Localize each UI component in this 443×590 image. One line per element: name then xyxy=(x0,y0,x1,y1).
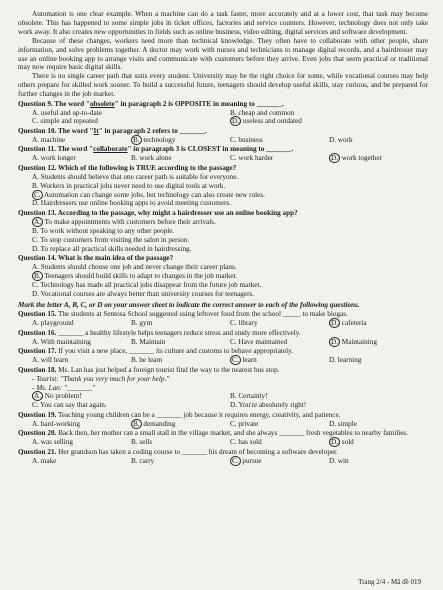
option-text: work harder xyxy=(236,154,274,163)
question-number: Question 16. xyxy=(18,328,57,337)
answer-option[interactable] xyxy=(131,356,230,365)
question xyxy=(18,429,428,447)
answer-option[interactable] xyxy=(32,236,428,245)
option-letter: D. xyxy=(331,337,338,346)
stem-text: Her grandson has taken a coding course to _______ his dream of becoming a software developer. xyxy=(56,447,338,456)
question-number: Question 17. xyxy=(18,347,57,356)
option-letter: A. xyxy=(32,356,39,365)
option-text: work xyxy=(336,135,353,144)
answer-option[interactable] xyxy=(32,117,230,126)
answer-option[interactable] xyxy=(32,356,131,365)
answer-option[interactable] xyxy=(32,281,428,290)
option-letter: C. xyxy=(230,135,237,144)
passage-paragraph: Automation is one clear example. When a machine can do a task faster, more accurately and at a lower cost, that task may become obsolete. This has happened to some simple jobs in ticket offices, factories and service counters. However, technology does not only take work away. It also creates new opportunities in fields such as online business, video editing, digital services and software development. xyxy=(18,10,428,36)
option-text: win xyxy=(336,456,349,465)
option-text: To replace all practical skills needed in hairdressing. xyxy=(39,244,192,253)
option-letter: A. xyxy=(34,217,41,226)
question-stem xyxy=(18,164,428,173)
answer-option[interactable] xyxy=(131,154,230,163)
option-text: business xyxy=(236,135,263,144)
answer-option[interactable] xyxy=(329,438,428,447)
answer-option[interactable] xyxy=(32,199,428,208)
question-number: Question 19. xyxy=(18,410,57,419)
option-letter: D. xyxy=(329,356,336,365)
question-number: Question 20. xyxy=(18,429,57,438)
option-letter: C. xyxy=(230,154,237,163)
answer-option[interactable] xyxy=(230,420,329,429)
option-text: simple xyxy=(336,419,357,428)
option-text: You're absolutely right! xyxy=(237,401,307,410)
question xyxy=(18,145,428,163)
option-letter: C. xyxy=(230,319,237,328)
option-letter: A. xyxy=(32,337,39,346)
question xyxy=(18,209,428,254)
option-text: was selling xyxy=(39,438,73,447)
option-text: carry xyxy=(137,456,155,465)
option-text: Teenagers should build skills to adapt to changes in the job market. xyxy=(42,271,238,280)
answer-option[interactable] xyxy=(131,338,230,347)
option-text: private xyxy=(236,419,259,428)
option-letter: C. xyxy=(232,356,239,365)
question xyxy=(18,127,428,145)
option-letter: D. xyxy=(331,438,338,447)
option-letter: D. xyxy=(230,401,237,410)
keyword: It xyxy=(93,126,99,135)
answer-options xyxy=(18,338,428,347)
option-text: Automation can change some jobs, but technology can also create new roles. xyxy=(42,190,265,199)
stem-text: Question 10. The word " xyxy=(18,126,94,135)
option-text: No problem! xyxy=(43,392,82,401)
stem-text: _______ a healthy lifestyle helps teenagers reduce stress and study more effectively. xyxy=(56,328,301,337)
stem-text: Teaching young children can be a _______ job because it requires energy, creativity, and patience. xyxy=(56,410,341,419)
question-stem xyxy=(18,209,428,218)
option-text: has sold xyxy=(236,438,262,447)
option-text: You can say that again. xyxy=(38,401,107,410)
answer-option[interactable] xyxy=(230,401,428,410)
section-instruction: Mark the letter A, B, C, or D on your answer sheet to indicate the correct answer to each of the following questions. xyxy=(18,300,360,309)
keyword: collaborate xyxy=(93,145,128,154)
answer-option[interactable] xyxy=(32,227,428,236)
answer-option[interactable] xyxy=(131,420,230,429)
option-letter: B. xyxy=(131,154,138,163)
option-text: Maintaining xyxy=(340,337,377,346)
option-text: will learn xyxy=(39,356,69,365)
answer-options xyxy=(18,392,428,410)
answer-option[interactable] xyxy=(32,438,131,447)
option-text: Hairdressers use online booking apps to avoid meeting customers. xyxy=(39,199,232,208)
answer-option[interactable] xyxy=(32,290,428,299)
answer-option[interactable] xyxy=(230,154,329,163)
option-letter: A. xyxy=(32,172,39,181)
option-text: cheap and common xyxy=(236,108,295,117)
question xyxy=(18,329,428,347)
option-text: sold xyxy=(340,438,354,447)
option-letter: B. xyxy=(133,419,140,428)
question xyxy=(18,347,428,365)
question xyxy=(18,254,428,299)
answer-option[interactable] xyxy=(32,263,428,272)
option-text: work alone xyxy=(137,154,172,163)
answer-options xyxy=(18,420,428,429)
answer-option[interactable] xyxy=(230,338,329,347)
option-letter: B. xyxy=(131,337,138,346)
answer-options xyxy=(18,356,428,365)
answer-options xyxy=(18,173,428,209)
option-letter: A. xyxy=(32,135,39,144)
option-text: pursue xyxy=(240,456,262,465)
option-letter: A. xyxy=(32,456,39,465)
answer-option[interactable] xyxy=(230,438,329,447)
question xyxy=(18,411,428,429)
option-letter: A. xyxy=(32,108,39,117)
option-text: Vocational courses are always better than university courses for teenagers. xyxy=(39,289,255,298)
option-text: Have maintained xyxy=(236,337,288,346)
option-letter: C. xyxy=(230,438,237,447)
stem-text: Question 9. The word " xyxy=(18,99,90,108)
answer-option[interactable] xyxy=(32,191,428,200)
answer-option[interactable] xyxy=(230,356,329,365)
stem-text: Question 11. The word " xyxy=(18,145,94,154)
option-text: Workers in practical jobs never need to use digital tools at work. xyxy=(38,181,226,190)
stem-text: Question 12. Which of the following is TRUE according to the passage? xyxy=(18,163,237,172)
option-letter: D. xyxy=(32,244,39,253)
option-letter: C. xyxy=(32,117,39,126)
option-text: Students should choose one job and never change their career plans. xyxy=(39,262,237,271)
answer-options xyxy=(18,319,428,328)
dialog-line: - Tourist: "Thank you very much for your help." xyxy=(32,374,170,383)
answer-option[interactable] xyxy=(230,457,329,466)
question-number: Question 18. xyxy=(18,365,57,374)
answer-option[interactable] xyxy=(329,420,428,429)
option-text: To stop customers from visiting the salon in person. xyxy=(38,235,190,244)
option-letter: B. xyxy=(32,226,39,235)
option-text: work together xyxy=(340,154,382,163)
answer-option[interactable] xyxy=(32,182,428,191)
option-letter: C. xyxy=(32,401,39,410)
stem-text: Question 13. According to the passage, why might a hairdresser use an online booking app? xyxy=(18,208,298,217)
answer-options xyxy=(18,263,428,299)
answer-options xyxy=(18,154,428,163)
question-stem xyxy=(18,429,428,438)
option-letter: D. xyxy=(331,154,338,163)
option-letter: B. xyxy=(131,438,138,447)
option-text: To work without speaking to any other people. xyxy=(38,226,175,235)
option-letter: D. xyxy=(32,199,39,208)
question xyxy=(18,164,428,209)
option-letter: C. xyxy=(230,337,237,346)
option-letter: A. xyxy=(32,438,39,447)
option-text: hard-working xyxy=(39,419,80,428)
question-number: Question 21. xyxy=(18,447,57,456)
option-letter: D. xyxy=(329,135,336,144)
question-stem xyxy=(18,329,428,338)
option-text: gym xyxy=(137,319,153,328)
answer-option[interactable] xyxy=(329,338,428,347)
option-text: sells xyxy=(137,438,153,447)
option-letter: C. xyxy=(32,235,39,244)
stem-text: " in paragraph 2 is OPPOSITE in meaning to _______. xyxy=(114,99,284,108)
option-letter: B. xyxy=(34,271,41,280)
option-letter: D. xyxy=(331,319,338,328)
option-text: Certainly! xyxy=(236,392,268,401)
answer-option[interactable] xyxy=(32,154,131,163)
answer-options xyxy=(18,438,428,447)
option-text: machine xyxy=(39,135,66,144)
question xyxy=(18,100,428,127)
answer-option[interactable] xyxy=(32,392,230,401)
option-text: To make appointments with customers before their arrivals. xyxy=(43,217,216,226)
option-letter: C. xyxy=(34,190,41,199)
answer-option[interactable] xyxy=(32,245,428,254)
answer-options xyxy=(18,109,428,127)
option-letter: B. xyxy=(32,181,39,190)
answer-option[interactable] xyxy=(32,136,131,145)
option-letter: A. xyxy=(32,419,39,428)
option-text: library xyxy=(236,319,258,328)
answer-option[interactable] xyxy=(32,272,428,281)
question-stem xyxy=(18,100,428,109)
keyword: obsolete xyxy=(89,99,115,108)
question-stem xyxy=(18,411,428,420)
question-number: Question 15. xyxy=(18,310,57,319)
stem-text: " in paragraph 2 refers to _______. xyxy=(98,126,207,135)
answer-option[interactable] xyxy=(329,457,428,466)
answer-option[interactable] xyxy=(32,457,131,466)
passage-paragraph: There is no single career path that suits every student. University may be the right choice for some, while vocational courses may help others prepare for skilled work sooner. To build a successful future, teenagers should develop useful skills, stay curious, and be prepared for further changes in the job market. xyxy=(18,72,428,99)
answer-options xyxy=(18,218,428,254)
answer-option[interactable] xyxy=(131,457,230,466)
answer-option[interactable] xyxy=(329,319,428,328)
answer-option[interactable] xyxy=(131,136,230,145)
option-letter: B. xyxy=(230,108,237,117)
question-stem xyxy=(18,448,428,457)
option-letter: B. xyxy=(131,356,138,365)
reading-questions xyxy=(18,100,428,299)
stem-text: Back then, her mother ran a small stall in the village market, and she always _______ fresh vegetables to nearby families. xyxy=(56,429,409,438)
option-letter: A. xyxy=(32,262,39,271)
page-footer: Trang 2/4 - Mã đề 019 xyxy=(358,578,421,586)
option-text: technology xyxy=(141,135,176,144)
option-text: simple and repeated xyxy=(38,117,98,126)
answer-option[interactable] xyxy=(230,392,428,401)
stem-text: Question 14. What is the main idea of the passage? xyxy=(18,254,174,263)
stem-text: The students at Sentosa School suggested using leftover food from the school _____ to make biogas. xyxy=(56,310,348,319)
option-text: demanding xyxy=(141,419,176,428)
answer-options xyxy=(18,457,428,466)
option-text: Students should believe that one career path is suitable for everyone. xyxy=(39,172,239,181)
option-letter: B. xyxy=(131,456,138,465)
option-text: playground xyxy=(39,319,74,328)
passage-paragraph: Because of these changes, workers need more than technical knowledge. They often have to collaborate with other people, share information, and solve problems together. A doctor may work with nurses and technicians to manage digital records, and a hairdresser may use an online booking app to arrange visits and communicate with customers before they arrive. Even jobs that seem practical or traditional may now require basic digital skills. xyxy=(18,36,428,72)
option-text: work longer xyxy=(39,154,76,163)
answer-option[interactable] xyxy=(32,109,230,118)
question xyxy=(18,448,428,466)
stem-text: Ms. Lan has just helped a foreign tourist find the way to the nearest bus stop. xyxy=(56,365,280,374)
question xyxy=(18,366,428,411)
answer-option[interactable] xyxy=(32,338,131,347)
answer-option[interactable] xyxy=(230,117,428,126)
option-text: make xyxy=(39,456,57,465)
answer-option[interactable] xyxy=(131,438,230,447)
answer-options xyxy=(18,136,428,145)
option-text: useful and up-to-date xyxy=(39,108,102,117)
question-stem xyxy=(18,127,428,136)
answer-option[interactable] xyxy=(32,401,230,410)
option-letter: A. xyxy=(32,319,39,328)
option-text: cafeteria xyxy=(340,319,367,328)
answer-option[interactable] xyxy=(230,136,329,145)
answer-option[interactable] xyxy=(32,173,428,182)
question xyxy=(18,310,428,328)
option-text: Technology has made all practical jobs disappear from the future job market. xyxy=(38,280,262,289)
question-stem xyxy=(18,254,428,263)
option-text: Maintain xyxy=(137,337,166,346)
option-letter: D. xyxy=(329,419,336,428)
question-stem xyxy=(18,366,428,375)
stem-text: If you visit a new place, _______ its culture and customs to behave appropriately. xyxy=(56,347,294,356)
option-letter: A. xyxy=(32,154,39,163)
answer-option[interactable] xyxy=(230,319,329,328)
reading-passage xyxy=(18,10,428,99)
answer-option[interactable] xyxy=(32,319,131,328)
option-letter: B. xyxy=(131,319,138,328)
option-letter: D. xyxy=(232,117,239,126)
option-letter: D. xyxy=(32,289,39,298)
exam-page xyxy=(18,10,428,465)
answer-option[interactable] xyxy=(329,356,428,365)
option-text: learn xyxy=(240,356,257,365)
option-letter: C. xyxy=(232,456,239,465)
question-stem xyxy=(18,347,428,356)
answer-option[interactable] xyxy=(131,319,230,328)
question-stem xyxy=(18,145,428,154)
option-text: useless and outdated xyxy=(241,117,302,126)
option-text: With maintaining xyxy=(39,337,91,346)
answer-option[interactable] xyxy=(32,420,131,429)
answer-option[interactable] xyxy=(32,218,428,227)
option-letter: C. xyxy=(32,280,39,289)
answer-option[interactable] xyxy=(329,136,428,145)
option-text: learning xyxy=(336,356,362,365)
option-letter: C. xyxy=(230,419,237,428)
answer-option[interactable] xyxy=(329,154,428,163)
option-letter: B. xyxy=(230,392,237,401)
option-letter: A. xyxy=(34,392,41,401)
option-text: be learn xyxy=(137,356,163,365)
option-letter: B. xyxy=(133,135,140,144)
stem-text: " in paragraph 3 is CLOSEST in meaning to _______. xyxy=(127,145,294,154)
option-letter: D. xyxy=(329,456,336,465)
grammar-questions xyxy=(18,310,428,465)
dialog-line: - Ms. Lan: "_______" xyxy=(32,383,96,392)
